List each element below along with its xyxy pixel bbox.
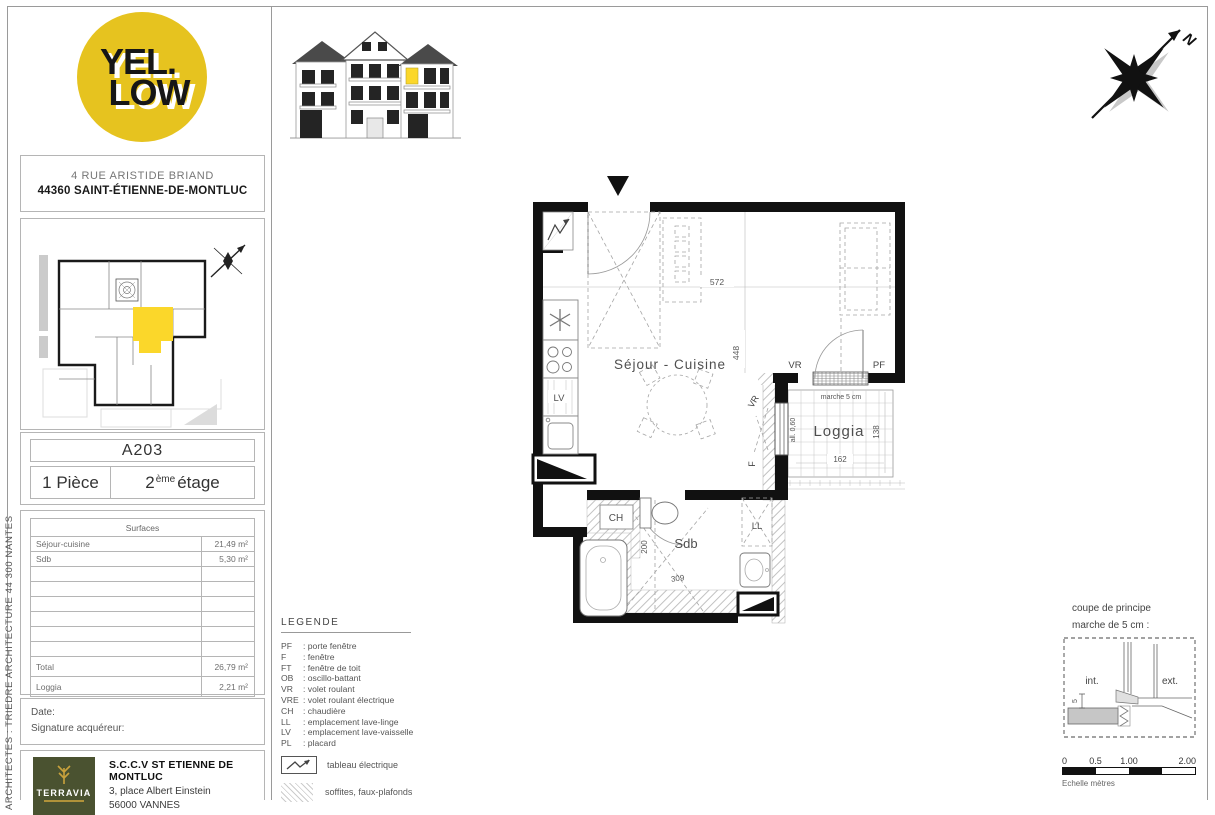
terravia-tree-icon (54, 763, 74, 785)
terravia-logo (33, 757, 95, 815)
scale-tick-0: 0 (1062, 756, 1068, 766)
coupe-ext: ext. (1161, 676, 1179, 687)
label-ll: LL (751, 521, 763, 532)
label-pf-top: PF (872, 360, 886, 371)
coupe-titles (1072, 600, 1151, 634)
surface-row: Sdb 5,30 m² (31, 551, 254, 566)
surface-total-row: Total 26,79 m² (31, 656, 254, 676)
label-f-side: F (747, 461, 757, 467)
legend-item: CH : chaudière (281, 705, 346, 716)
unit-info-box (20, 432, 265, 505)
legend-item: PF : porte fenêtre (281, 641, 357, 651)
surfaces-box (20, 510, 265, 695)
terravia-tagline (44, 800, 84, 802)
scale-tick-1: 1.00 (1120, 756, 1138, 766)
legend-item: LV : emplacement lave-vaisselle (281, 727, 414, 738)
legend-item: F : fenêtre (281, 651, 335, 662)
surface-row: Séjour-cuisine 21,49 m² (31, 536, 254, 551)
label-vr-top: VR (788, 360, 802, 371)
mini-compass-icon (211, 245, 245, 277)
dim-162: 162 (833, 455, 847, 464)
unit-code: A203 (121, 441, 164, 459)
scale-bar-segments (1062, 767, 1196, 775)
coupe-step-dim: 5 (1072, 699, 1079, 703)
sidebar-separator (271, 6, 272, 800)
scale-tick-05: 0.5 (1089, 756, 1102, 766)
dim-marche: marche 5 cm (820, 394, 862, 401)
bathtub (580, 540, 627, 616)
legend-soffites-label: soffites, faux-plafonds (325, 787, 413, 798)
coupe-title2: marche de 5 cm : (1072, 620, 1150, 631)
site-plan-box (20, 218, 265, 430)
compass (1082, 16, 1197, 126)
soffites-hatch-icon (281, 783, 313, 802)
legend-item: VRE : volet roulant électrique (281, 694, 395, 705)
date-label: Date: (31, 707, 55, 718)
page-border-right (1207, 6, 1208, 800)
legend-tableau-label: tableau électrique (327, 759, 399, 770)
signature-label: Signature acquéreur: (31, 723, 125, 734)
dim-309: 309 (670, 573, 685, 584)
legend-item: PL : placard (281, 738, 336, 749)
tableau-electrique (543, 212, 573, 250)
hob (543, 340, 578, 378)
coupe-int: int. (1085, 676, 1099, 687)
legend-tableau-row (281, 756, 459, 774)
tableau-electrique-icon (281, 756, 317, 774)
address-line1: 4 RUE ARISTIDE BRIAND (71, 170, 214, 182)
dim-572: 572 (709, 277, 725, 287)
surface-row-empty (31, 596, 254, 611)
surfaces-table (30, 518, 255, 697)
floor-plan (528, 168, 908, 628)
dim-138: 138 (872, 425, 881, 439)
site-gray-area (184, 404, 217, 425)
loggia-side-window (775, 403, 788, 455)
coupe-title1: coupe de principe (1072, 603, 1151, 614)
label-vr-side: VR (745, 393, 761, 410)
legend-item: OB : oscillo-battant (281, 673, 361, 684)
site-plan (21, 219, 264, 429)
scale-caption: Echelle mètres (1062, 779, 1115, 788)
section-detail (1062, 636, 1198, 740)
room-loggia: Loggia (813, 423, 865, 440)
unit-floor-box (30, 466, 255, 499)
dim-200: 200 (640, 540, 649, 554)
signature-box (20, 698, 265, 745)
developer-address1: 3, place Albert Einstein (109, 786, 211, 797)
scale-tick-2: 2.00 (1178, 756, 1196, 766)
dim-allege: all. 0,60 (790, 417, 797, 443)
logo-line1: YEL. (99, 41, 176, 82)
surface-loggia-row: Loggia 2,21 m² (31, 676, 254, 696)
legend (281, 617, 459, 802)
yellow-logo (77, 12, 207, 142)
surfaces-title: Surfaces (125, 522, 160, 533)
legend-title: LEGENDE (281, 617, 411, 633)
surface-row-empty (31, 626, 254, 641)
toilet (640, 498, 651, 528)
unit-floor: 2 ème étage (145, 472, 220, 492)
address-line2: 44360 SAINT-ÉTIENNE-DE-MONTLUC (37, 185, 248, 197)
architect-credit: ARCHITECTES : TRIEDRE ARCHITECTURE 44 300 NANTES (4, 515, 15, 810)
legend-items (281, 641, 459, 749)
developer-box (20, 750, 265, 811)
entrance-marker (607, 176, 629, 196)
kitchen-fixtures (543, 300, 578, 454)
legend-item: LL : emplacement lave-linge (281, 716, 399, 727)
page-border-top (7, 6, 1208, 7)
developer-name: S.C.C.V ST ETIENNE DE MONTLUC (109, 759, 234, 783)
highlighted-window (406, 68, 418, 84)
unit-rooms: 1 Pièce (31, 467, 111, 498)
surface-row-empty (31, 566, 254, 581)
dim-448: 448 (731, 345, 741, 361)
scale-bar (1062, 756, 1196, 788)
room-sejour: Séjour - Cuisine (613, 357, 727, 372)
logo-line2: LOW (108, 72, 190, 113)
room-sdb: Sdb (674, 536, 698, 551)
north-label: N (1179, 29, 1199, 50)
surface-row-empty (31, 581, 254, 596)
unit-code-box (30, 439, 255, 462)
label-lv: LV (553, 393, 565, 404)
porte-fenetre-sill (813, 372, 868, 385)
legend-item: FT : fenêtre de toit (281, 662, 361, 673)
surface-row-empty (31, 641, 254, 656)
surface-row-empty (31, 611, 254, 626)
label-ch: CH (608, 513, 624, 524)
legend-item: VR : volet roulant (281, 684, 355, 695)
address-block (20, 155, 265, 212)
developer-address2: 56000 VANNES (109, 800, 180, 811)
building-elevation (288, 18, 463, 146)
terravia-name: TERRAVIA (36, 788, 92, 798)
legend-soffites-row (281, 783, 459, 802)
